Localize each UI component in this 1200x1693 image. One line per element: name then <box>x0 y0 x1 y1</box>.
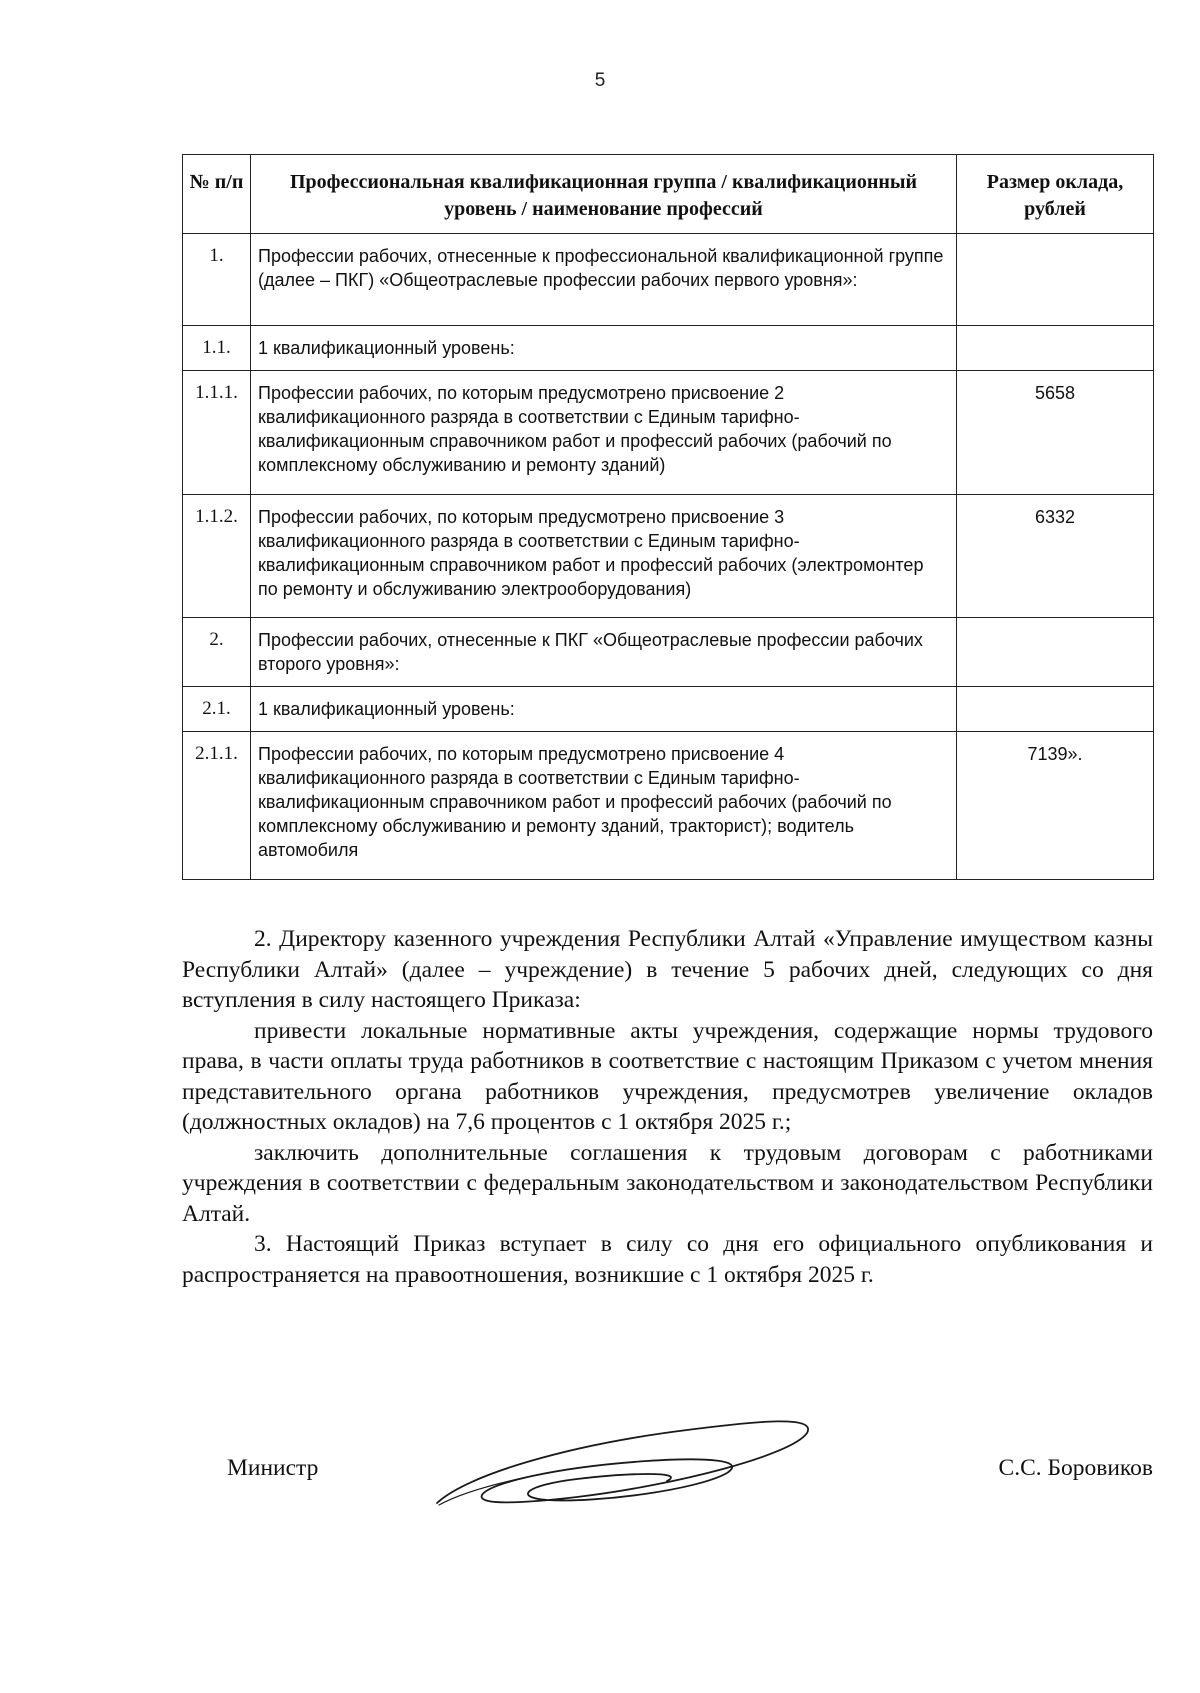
order-body <box>182 924 1153 1290</box>
paragraph-item-3: 3. Настоящий Приказ вступает в силу со дня его официального опубликования и распространяется на правоотношения, возникшие с 1 октября 2025 г. <box>182 1231 1153 1288</box>
row-number: 1.1.1. <box>183 371 251 495</box>
row-text: 1 квалификационный уровень: <box>251 326 957 371</box>
salary-table <box>182 154 1154 880</box>
row-salary <box>957 687 1154 732</box>
signer-title: Министр <box>227 1455 319 1481</box>
header-num: № п/п <box>183 155 251 234</box>
table-row <box>183 732 1154 880</box>
signature-block <box>182 1405 1153 1525</box>
page-number: 5 <box>594 70 606 91</box>
paragraph-bring-acts: привести локальные нормативные акты учреждения, содержащие нормы трудового права, в части оплаты труда работников в соответствие с настоящим Приказом с учетом мнения представительного органа работников учреждения, предусмотрев увеличение окладов (должностных окладов) на 7,6 процентов с 1 октября 2025 г.; <box>182 1017 1153 1135</box>
row-number: 1. <box>183 234 251 326</box>
handwritten-signature <box>427 1405 827 1525</box>
row-number: 2. <box>183 618 251 687</box>
row-salary <box>957 618 1154 687</box>
row-salary: 7139». <box>957 732 1154 880</box>
row-salary: 5658 <box>957 371 1154 495</box>
table-row <box>183 371 1154 495</box>
row-salary <box>957 326 1154 371</box>
row-number: 2.1. <box>183 687 251 732</box>
row-salary <box>957 234 1154 326</box>
row-text: Профессии рабочих, отнесенные к профессиональной квалификационной группе (далее – ПКГ) «Общеотраслевые профессии рабочих первого уровня»: <box>251 234 957 326</box>
signer-name: С.С. Боровиков <box>998 1455 1153 1481</box>
table-row <box>183 234 1154 326</box>
header-salary: Размер оклада, рублей <box>957 155 1154 234</box>
row-text: Профессии рабочих, по которым предусмотрено присвоение 2 квалификационного разряда в соответствии с Единым тарифно-квалификационным справочником работ и профессий рабочих (рабочий по комплексному обслуживанию и ремонту зданий) <box>251 371 957 495</box>
table-row <box>183 495 1154 618</box>
row-number: 1.1. <box>183 326 251 371</box>
header-profession: Профессиональная квалификационная группа / квалификационный уровень / наименование профессий <box>251 155 957 234</box>
table-row <box>183 618 1154 687</box>
table-header-row <box>183 155 1154 234</box>
paragraph-item-2: 2. Директору казенного учреждения Республики Алтай «Управление имуществом казны Республики Алтай» (далее – учреждение) в течение 5 рабочих дней, следующих со дня вступления в силу настоящего Приказа: <box>182 926 1153 1013</box>
row-text: Профессии рабочих, по которым предусмотрено присвоение 3 квалификационного разряда в соответствии с Единым тарифно-квалификационным справочником работ и профессий рабочих (электромонтер по ремонту и обслуживанию электрооборудования) <box>251 495 957 618</box>
row-salary: 6332 <box>957 495 1154 618</box>
row-number: 2.1.1. <box>183 732 251 880</box>
row-text: Профессии рабочих, отнесенные к ПКГ «Общеотраслевые профессии рабочих второго уровня»: <box>251 618 957 687</box>
table-row <box>183 687 1154 732</box>
row-text: 1 квалификационный уровень: <box>251 687 957 732</box>
paragraph-agreements: заключить дополнительные соглашения к трудовым договорам с работниками учреждения в соответствии с федеральным законодательством и законодательством Республики Алтай. <box>182 1139 1153 1227</box>
table-row <box>183 326 1154 371</box>
row-number: 1.1.2. <box>183 495 251 618</box>
row-text: Профессии рабочих, по которым предусмотрено присвоение 4 квалификационного разряда в соответствии с Единым тарифно-квалификационным справочником работ и профессий рабочих (рабочий по комплексному обслуживанию и ремонту зданий, тракторист); водитель автомобиля <box>251 732 957 880</box>
